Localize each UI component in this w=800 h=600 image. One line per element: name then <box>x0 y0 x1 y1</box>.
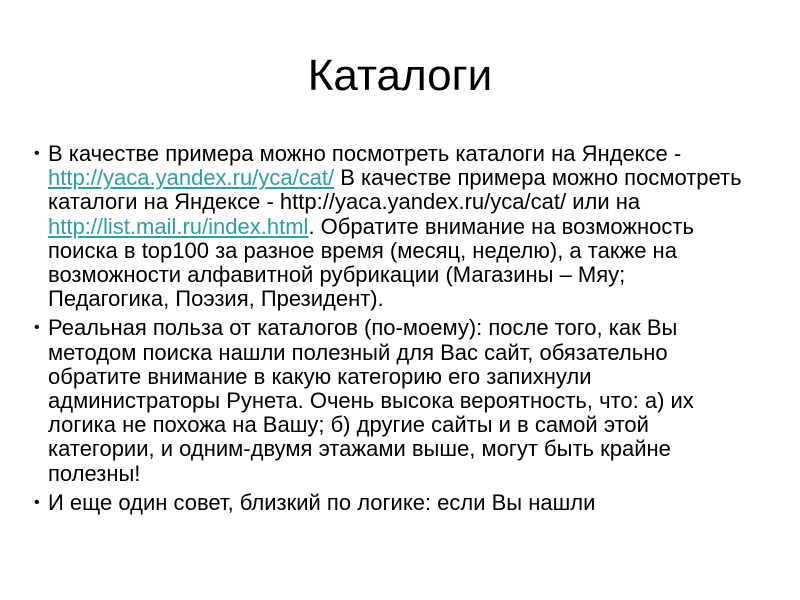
bullet-text-part: В качестве примера можно посмотреть каталоги на Яндексе - http://yaca.yandex.ru/yca/cat/ или на <box>48 165 742 215</box>
bullet-text: И еще один совет, близкий по логике: если Вы нашли <box>48 489 596 515</box>
bullet-text-part: . Обратите внимание на возможность поиска в top100 за разное время (месяц, неделю), а также на возможности алфавитной рубрикации (Магазины – Мяу; Педагогика, Поэзия, Президент). <box>48 213 694 312</box>
bullet-icon: • <box>34 145 40 162</box>
bullet-text: Реальная польза от каталогов (по-моему): после того, как Вы методом поиска нашли полезный для Вас сайт, обязательно обратите внимание в какую категорию его запихнули администраторы Рунета. Очень высока вероятность, что: а) их логика не похожа на Вашу; б) другие сайты и в самой этой категории, и одним-двумя этажами выше, могут быть крайне полезны! <box>48 315 694 486</box>
bullet-icon: • <box>34 319 40 337</box>
yandex-catalog-link[interactable]: http://yaca.yandex.ru/yca/cat/ <box>48 165 335 191</box>
bullet-item-another-tip <box>0 491 800 515</box>
bullet-item-catalog-benefit <box>0 316 800 485</box>
slide-title: Каталоги <box>307 51 493 100</box>
bullet-item-catalog-examples <box>0 142 800 311</box>
bullet-text-part: В качестве примера можно посмотреть каталоги на Яндексе - <box>48 141 682 166</box>
bullet-icon: • <box>34 493 40 511</box>
mail-catalog-link[interactable]: http://list.mail.ru/index.html <box>48 213 309 239</box>
bullet-list <box>0 142 800 520</box>
